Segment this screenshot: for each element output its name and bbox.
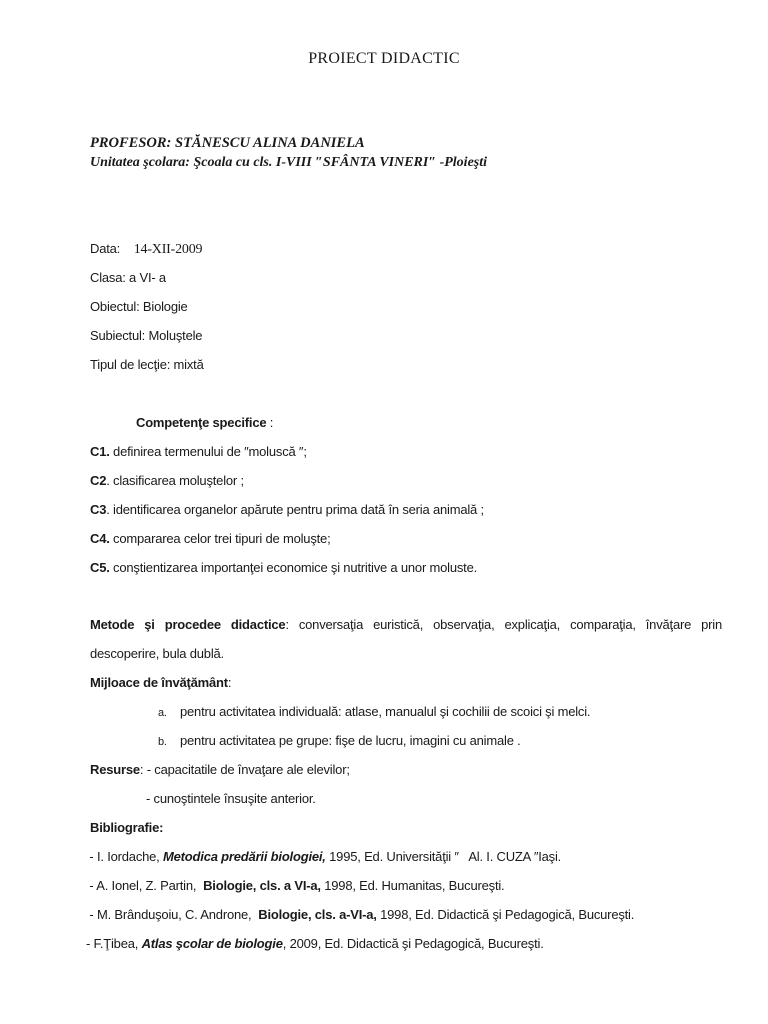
list-marker: a. xyxy=(158,707,167,719)
bibliography-authors: - A. Ionel, Z. Partin, xyxy=(86,878,204,893)
teaching-aid-text: pentru activitatea individuală: atlase, manualul şi cochilii de scoici şi melci. xyxy=(180,704,591,719)
competency-code: C1. xyxy=(90,444,110,459)
resources-line xyxy=(90,761,350,779)
bibliography-heading xyxy=(90,819,163,837)
competency-code: C3 xyxy=(90,502,107,517)
date-value: 14-XII-2009 xyxy=(133,242,203,257)
competency-code: C2 xyxy=(90,473,107,488)
teaching-aid-item xyxy=(158,703,590,722)
school-unit: Unitatea şcolara: Şcoala cu cls. I-VIII ″SFÂNTA VINERI″ -Ploieşti xyxy=(90,155,488,170)
teaching-aids-label: Mijloace de învăţământ xyxy=(90,675,228,690)
methods-label: Metode şi procedee didactice xyxy=(90,617,286,632)
bibliography-item xyxy=(86,848,561,866)
bibliography-title: Biologie, cls. a VI-a, xyxy=(203,878,321,893)
competency-item xyxy=(90,559,477,577)
resources-label: Resurse xyxy=(90,762,140,777)
resources-text: : - capacitatile de învaţare ale elevilor; xyxy=(139,762,350,777)
bibliography-authors: - M. Brânduşoiu, C. Androne, xyxy=(86,907,259,922)
bibliography-publisher: 1998, Ed. Humanitas, Bucureşti. xyxy=(320,878,505,893)
teaching-aid-text: pentru activitatea pe grupe: fişe de lucru, imagini cu animale . xyxy=(180,733,521,748)
competencies-heading-suffix: : xyxy=(266,415,274,430)
date-label: Data: xyxy=(90,241,121,256)
competency-code: C4. xyxy=(90,531,110,546)
competency-item xyxy=(90,530,330,548)
competency-text: . clasificarea moluştelor ; xyxy=(106,473,244,488)
teaching-aids-heading xyxy=(90,674,231,692)
bibliography-item xyxy=(86,877,504,895)
document-title: PROIECT DIDACTIC xyxy=(308,50,460,67)
teacher-name: PROFESOR: STĂNESCU ALINA DANIELA xyxy=(90,135,365,151)
competency-text: . identificarea organelor apărute pentru prima dată în seria animală ; xyxy=(106,502,484,517)
competency-item xyxy=(90,443,307,461)
date-line xyxy=(90,240,202,259)
competency-text: definirea termenului de ″moluscă ″; xyxy=(109,444,307,459)
competency-text: compararea celor trei tipuri de moluşte; xyxy=(109,531,331,546)
resources-continuation: - cunoştintele însuşite anterior. xyxy=(146,791,316,806)
bibliography-publisher: 1995, Ed. Universităţii ″ Al. I. CUZA ″Iaşi. xyxy=(325,849,562,864)
bibliography-title: Atlas şcolar de biologie xyxy=(141,936,283,951)
class-line: Clasa: a VI- a xyxy=(90,270,166,285)
bibliography-item xyxy=(86,906,634,924)
teaching-aids-suffix: : xyxy=(227,675,232,690)
bibliography-item xyxy=(86,935,544,953)
subject-line: Obiectul: Biologie xyxy=(90,299,188,314)
bibliography-title: Metodica predării biologiei, xyxy=(163,849,326,864)
list-marker: b. xyxy=(158,736,167,748)
topic-line: Subiectul: Moluştele xyxy=(90,328,203,343)
methods-text: : conversaţia euristică, observaţia, explicaţia, comparaţia, învăţare prin xyxy=(285,617,723,632)
bibliography-title: Biologie, cls. a-VI-a, xyxy=(258,907,377,922)
competency-item xyxy=(90,472,244,490)
bibliography-publisher: , 2009, Ed. Didactică şi Pedagogică, Bucureşti. xyxy=(282,936,544,951)
bibliography-authors: - F.Ţibea, xyxy=(86,936,142,951)
competencies-heading xyxy=(136,414,273,433)
competency-text: conştientizarea importanţei economice şi nutritive a unor moluste. xyxy=(109,560,478,575)
competencies-heading-label: Competenţe specifice xyxy=(136,415,267,430)
teaching-aid-item xyxy=(158,732,521,751)
bibliography-authors: - I. Iordache, xyxy=(86,849,164,864)
competency-item xyxy=(90,501,484,519)
competency-code: C5. xyxy=(90,560,110,575)
bibliography-publisher: 1998, Ed. Didactică şi Pedagogică, Bucureşti. xyxy=(376,907,635,922)
methods-line xyxy=(90,616,722,634)
lesson-type-line: Tipul de lecţie: mixtă xyxy=(90,357,204,372)
methods-continuation: descoperire, bula dublă. xyxy=(90,646,224,661)
bibliography-label: Bibliografie: xyxy=(90,820,164,835)
